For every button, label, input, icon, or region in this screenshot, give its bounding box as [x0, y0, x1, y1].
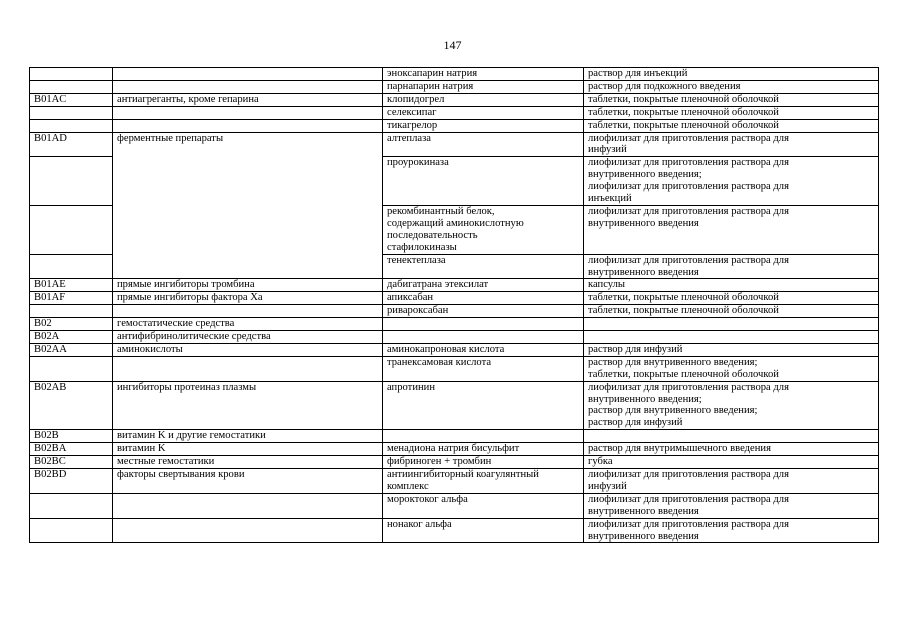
- table-body: [30, 68, 879, 543]
- cell-group: [113, 518, 383, 543]
- cell-group: антиагреганты, кроме гепарина: [113, 93, 383, 106]
- cell-drug: эноксапарин натрия: [383, 68, 584, 81]
- cell-form: раствор для внутримышечного введения: [584, 443, 879, 456]
- cell-drug: мороктоког альфа: [383, 493, 584, 518]
- cell-drug: транексамовая кислота: [383, 356, 584, 381]
- cell-code: B02: [30, 318, 113, 331]
- cell-form: лиофилизат для приготовления раствора для внутривенного введения: [584, 518, 879, 543]
- cell-drug: менадиона натрия бисульфит: [383, 443, 584, 456]
- cell-drug: селексипаг: [383, 106, 584, 119]
- cell-group: [113, 157, 383, 206]
- cell-form: губка: [584, 456, 879, 469]
- cell-drug: тикагрелор: [383, 119, 584, 132]
- cell-drug: тенектеплаза: [383, 254, 584, 279]
- cell-group: [113, 205, 383, 254]
- cell-code: B02A: [30, 331, 113, 344]
- cell-form: лиофилизат для приготовления раствора для инфузий: [584, 469, 879, 494]
- cell-group: факторы свертывания крови: [113, 469, 383, 494]
- cell-form: раствор для внутривенного введения; таблетки, покрытые пленочной оболочкой: [584, 356, 879, 381]
- cell-group: [113, 68, 383, 81]
- table-row: [30, 80, 879, 93]
- cell-code: B01AF: [30, 292, 113, 305]
- cell-form: лиофилизат для приготовления раствора для внутривенного введения: [584, 205, 879, 254]
- cell-drug: [383, 430, 584, 443]
- cell-drug: парнапарин натрия: [383, 80, 584, 93]
- cell-group: ферментные препараты: [113, 132, 383, 157]
- table-row: [30, 157, 879, 206]
- table-row: [30, 381, 879, 430]
- cell-group: витамин K и другие гемостатики: [113, 430, 383, 443]
- table-row: [30, 456, 879, 469]
- table-row: [30, 279, 879, 292]
- cell-code: [30, 119, 113, 132]
- cell-drug: [383, 318, 584, 331]
- table-row: [30, 443, 879, 456]
- cell-form: раствор для подкожного введения: [584, 80, 879, 93]
- cell-form: раствор для инфузий: [584, 343, 879, 356]
- cell-group: антифибринолитические средства: [113, 331, 383, 344]
- cell-drug: антиингибиторный коагулянтный комплекс: [383, 469, 584, 494]
- cell-group: [113, 106, 383, 119]
- cell-code: [30, 356, 113, 381]
- cell-code: [30, 305, 113, 318]
- cell-code: [30, 493, 113, 518]
- cell-code: [30, 254, 113, 279]
- page-number: 147: [443, 38, 462, 52]
- table-row: [30, 469, 879, 494]
- cell-code: B02B: [30, 430, 113, 443]
- table-row: [30, 518, 879, 543]
- cell-form: лиофилизат для приготовления раствора для внутривенного введения: [584, 493, 879, 518]
- cell-code: B01AE: [30, 279, 113, 292]
- cell-drug: рекомбинантный белок, содержащий аминокислотную последовательность стафилокиназы: [383, 205, 584, 254]
- table-row: [30, 106, 879, 119]
- cell-drug: ривароксабан: [383, 305, 584, 318]
- cell-group: [113, 254, 383, 279]
- cell-group: [113, 119, 383, 132]
- table-row: [30, 292, 879, 305]
- cell-code: [30, 205, 113, 254]
- cell-drug: апротинин: [383, 381, 584, 430]
- cell-group: местные гемостатики: [113, 456, 383, 469]
- cell-group: [113, 356, 383, 381]
- table-row: [30, 93, 879, 106]
- cell-group: прямые ингибиторы фактора Xa: [113, 292, 383, 305]
- cell-form: раствор для инъекций: [584, 68, 879, 81]
- table-row: [30, 331, 879, 344]
- cell-group: аминокислоты: [113, 343, 383, 356]
- cell-group: гемостатические средства: [113, 318, 383, 331]
- cell-group: ингибиторы протеиназ плазмы: [113, 381, 383, 430]
- cell-form: таблетки, покрытые пленочной оболочкой: [584, 106, 879, 119]
- cell-form: [584, 318, 879, 331]
- cell-code: B01AC: [30, 93, 113, 106]
- cell-drug: алтеплаза: [383, 132, 584, 157]
- table-row: [30, 318, 879, 331]
- cell-code: B02BC: [30, 456, 113, 469]
- cell-code: B02BA: [30, 443, 113, 456]
- table-row: [30, 305, 879, 318]
- table-row: [30, 356, 879, 381]
- cell-code: [30, 80, 113, 93]
- cell-code: B02BD: [30, 469, 113, 494]
- cell-form: лиофилизат для приготовления раствора для внутривенного введения: [584, 254, 879, 279]
- cell-group: [113, 305, 383, 318]
- cell-code: [30, 106, 113, 119]
- table-row: [30, 132, 879, 157]
- cell-drug: нонаког альфа: [383, 518, 584, 543]
- table-row: [30, 493, 879, 518]
- cell-drug: апиксабан: [383, 292, 584, 305]
- cell-group: витамин K: [113, 443, 383, 456]
- cell-drug: фибриноген + тромбин: [383, 456, 584, 469]
- cell-drug: проурокиназа: [383, 157, 584, 206]
- cell-code: [30, 68, 113, 81]
- cell-drug: дабигатрана этексилат: [383, 279, 584, 292]
- cell-code: B02AA: [30, 343, 113, 356]
- cell-code: [30, 518, 113, 543]
- table-row: [30, 430, 879, 443]
- cell-drug: аминокапроновая кислота: [383, 343, 584, 356]
- table-row: [30, 205, 879, 254]
- cell-form: таблетки, покрытые пленочной оболочкой: [584, 119, 879, 132]
- table-row: [30, 254, 879, 279]
- cell-form: таблетки, покрытые пленочной оболочкой: [584, 292, 879, 305]
- cell-form: лиофилизат для приготовления раствора для внутривенного введения; раствор для внутривенного введения; раствор для инфузий: [584, 381, 879, 430]
- cell-drug: клопидогрел: [383, 93, 584, 106]
- cell-code: B01AD: [30, 132, 113, 157]
- cell-drug: [383, 331, 584, 344]
- drug-table: [29, 67, 879, 543]
- cell-group: прямые ингибиторы тромбина: [113, 279, 383, 292]
- cell-group: [113, 493, 383, 518]
- cell-form: [584, 331, 879, 344]
- table-row: [30, 68, 879, 81]
- cell-group: [113, 80, 383, 93]
- cell-code: B02AB: [30, 381, 113, 430]
- cell-form: лиофилизат для приготовления раствора для внутривенного введения; лиофилизат для приготовления раствора для инъекций: [584, 157, 879, 206]
- cell-form: таблетки, покрытые пленочной оболочкой: [584, 305, 879, 318]
- cell-form: таблетки, покрытые пленочной оболочкой: [584, 93, 879, 106]
- table-row: [30, 119, 879, 132]
- cell-form: капсулы: [584, 279, 879, 292]
- cell-code: [30, 157, 113, 206]
- cell-form: [584, 430, 879, 443]
- table-row: [30, 343, 879, 356]
- cell-form: лиофилизат для приготовления раствора для инфузий: [584, 132, 879, 157]
